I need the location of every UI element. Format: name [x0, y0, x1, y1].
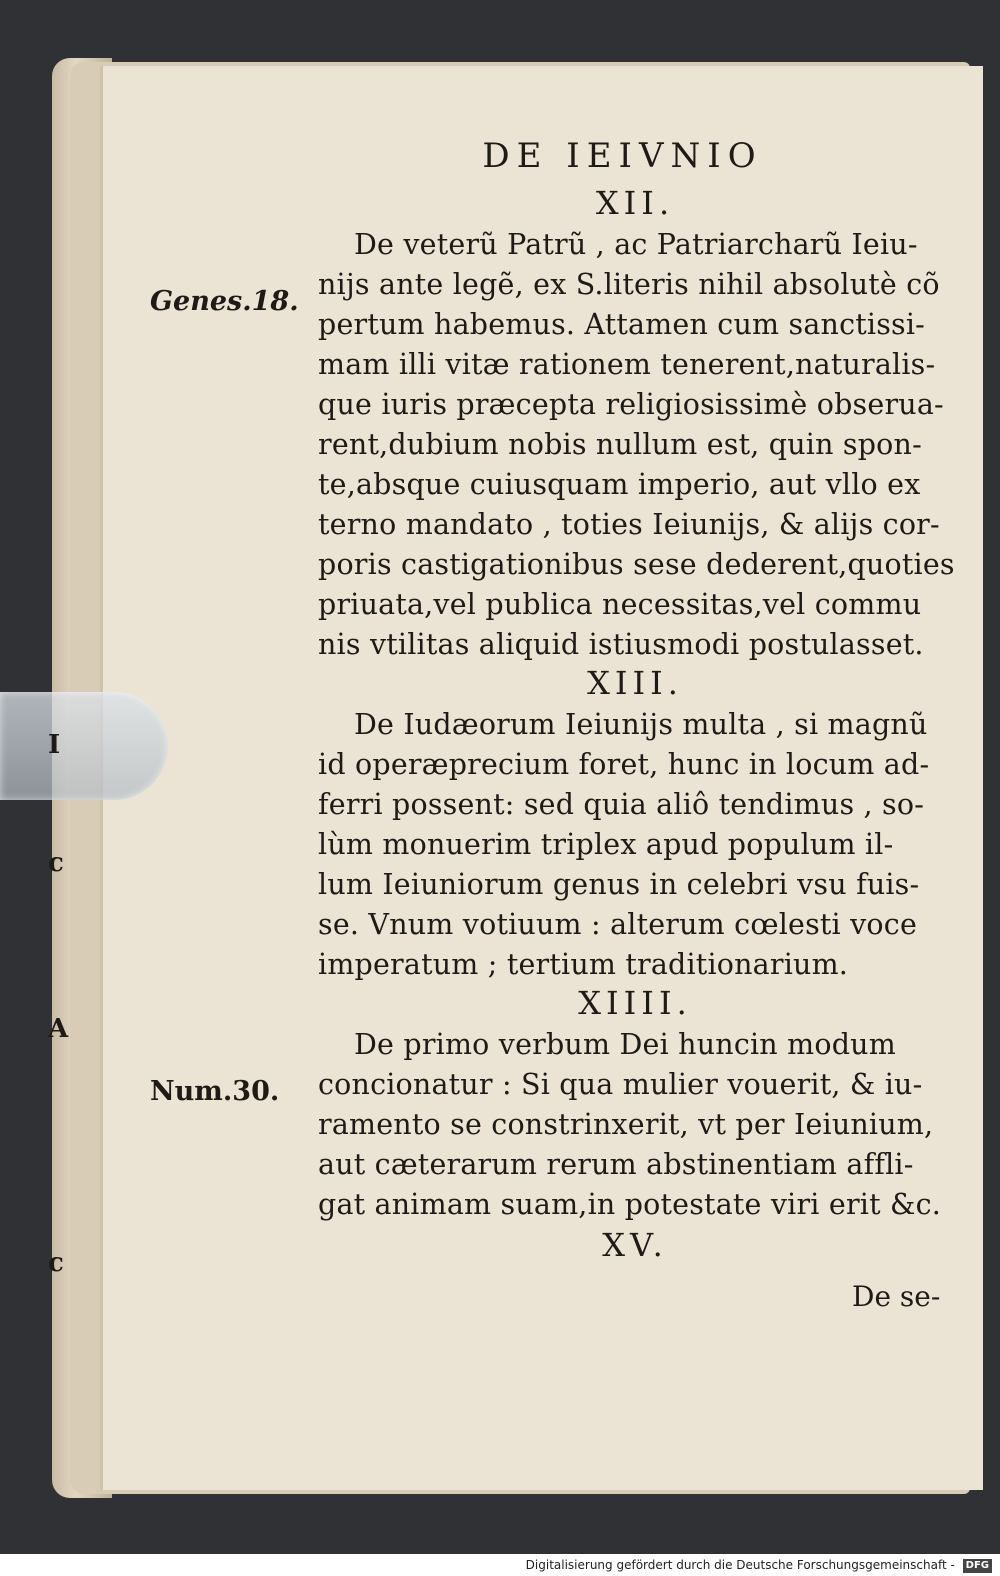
section-number: XIII. [587, 664, 683, 702]
text-line: lum Ieiuniorum genus in celebri vsu fuis- [318, 868, 920, 901]
text-line: nijs ante legẽ, ex S.literis nihil absolutè cõ [318, 268, 940, 301]
text-line: te,absque cuiusquam imperio, aut vllo ex [318, 468, 921, 501]
text-line: terno mandato , toties Ieiunijs, & alijs cor- [318, 508, 940, 541]
edge-glyph: c [48, 848, 64, 878]
running-header: DE IEIVNIO [482, 136, 763, 176]
text-line: que iuris præcepta religiosissimè obserua- [318, 388, 944, 421]
text-line: mam illi vitæ rationem tenerent,naturalis- [318, 348, 936, 381]
text-line: id operæprecium foret, hunc in locum ad- [318, 748, 930, 781]
text-line: priuata,vel publica necessitas,vel commu [318, 588, 922, 621]
text-line: poris castigationibus sese dederent,quoties [318, 548, 955, 581]
section-number: XIIII. [578, 984, 692, 1022]
catchword: De se- [852, 1280, 941, 1313]
text-line: De Iudæorum Ieiunijs multa , si magnũ [354, 708, 928, 741]
text-line: imperatum ; tertium traditionarium. [318, 948, 849, 981]
digitization-footer [0, 1554, 1000, 1576]
edge-glyph: A [48, 1014, 69, 1044]
text-line: aut cæterarum rerum abstinentiam affli- [318, 1148, 914, 1181]
text-line: ramento se constrinxerit, vt per Ieiunium, [318, 1108, 934, 1141]
text-line: nis vtilitas aliquid istiusmodi postulasset. [318, 628, 924, 661]
page-clip [0, 692, 168, 800]
text-line: De veterũ Patrũ , ac Patriarcharũ Ieiu- [354, 228, 918, 261]
text-line: se. Vnum votiuum : alterum cœlesti voce [318, 908, 918, 941]
text-line: lùm monuerim triplex apud populum il- [318, 828, 894, 861]
section-number: XV. [602, 1226, 668, 1264]
text-line: gat animam suam,in potestate viri erit &c. [318, 1188, 941, 1221]
text-line: ferri possent: sed quia aliô tendimus , so- [318, 788, 925, 821]
margin-note: Num.30. [150, 1076, 280, 1107]
margin-note: Genes.18. [150, 286, 299, 317]
text-line: concionatur : Si qua mulier vouerit, & iu- [318, 1068, 923, 1101]
footer-text: Digitalisierung gefördert durch die Deutsche Forschungsgemeinschaft - [525, 1558, 955, 1572]
text-line: rent,dubium nobis nullum est, quin spon- [318, 428, 922, 461]
text-line: De primo verbum Dei huncin modum [354, 1028, 896, 1061]
section-number: XII. [595, 184, 675, 222]
text-line: pertum habemus. Attamen cum sanctissi- [318, 308, 925, 341]
dfg-logo: DFG [963, 1559, 992, 1573]
edge-glyph: I [48, 730, 61, 760]
edge-glyph: c [48, 1248, 64, 1278]
